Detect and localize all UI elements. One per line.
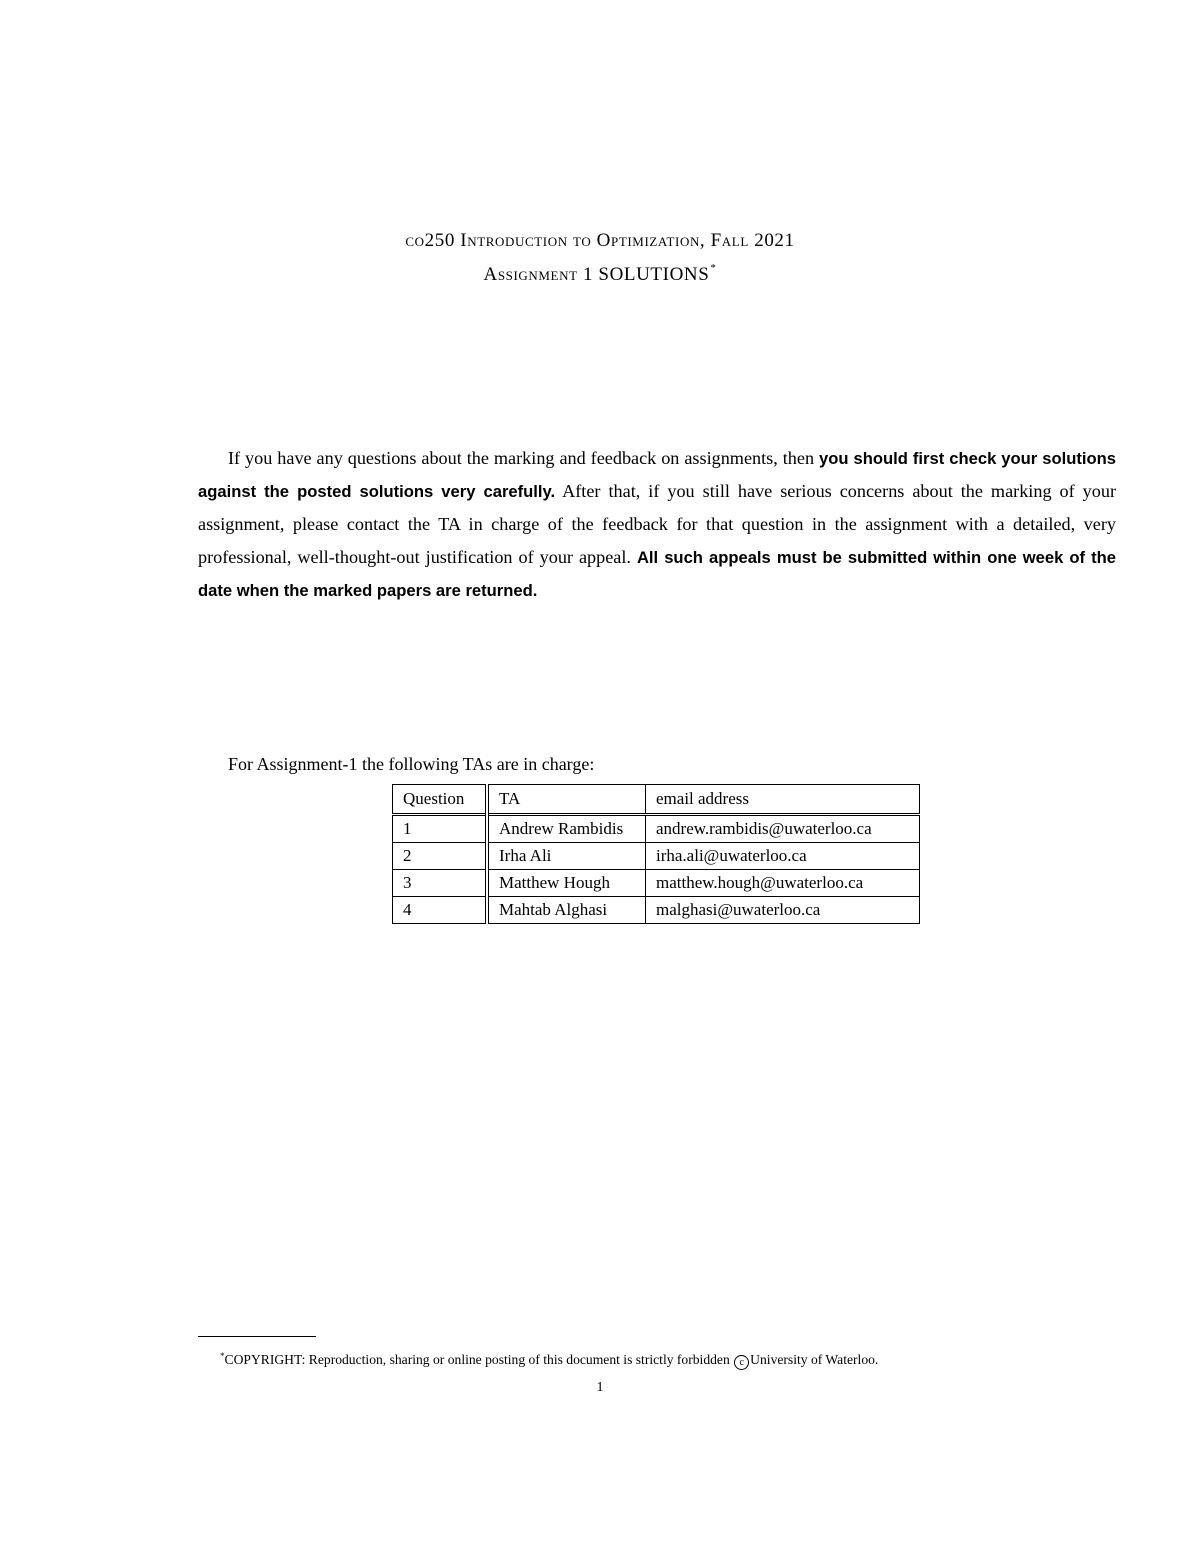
- email-cell: andrew.rambidis@uwaterloo.ca: [646, 815, 920, 843]
- table-header-row: [393, 785, 920, 815]
- notice-part-1: If you have any questions about the marking and feedback on assignments, then: [228, 448, 819, 468]
- question-cell: 4: [393, 897, 488, 924]
- notice-part-4-bold: All such appeals must be submitted within one week of the date when the marked papers are returned.: [198, 548, 1116, 600]
- notice-part-2-bold: you should first check your solutions against the posted solutions very carefully.: [198, 449, 1117, 501]
- notice-part-3: After that, if you still have serious concerns about the marking of your assignment, please contact the TA in charge of the feedback for that question in the assignment with a detailed, very professional, well-thought-out justification of your appeal.: [198, 481, 1116, 567]
- ta-name-cell: Matthew Hough: [487, 870, 646, 897]
- table-row: [393, 815, 920, 843]
- footnote-text-before: COPYRIGHT: Reproduction, sharing or online posting of this document is strictly forbidden: [224, 1352, 734, 1367]
- question-cell: 2: [393, 843, 488, 870]
- footnote-marker: *: [710, 262, 717, 274]
- ta-name-cell: Irha Ali: [487, 843, 646, 870]
- ta-name-cell: Mahtab Alghasi: [487, 897, 646, 924]
- table-row: [393, 843, 920, 870]
- header-email: email address: [646, 785, 920, 815]
- page-number: 1: [596, 1380, 604, 1395]
- ta-name-cell: Andrew Rambidis: [487, 815, 646, 843]
- document-title: co250 Introduction to Optimization, Fall 2021: [405, 230, 795, 251]
- footnote-marker: *: [220, 1351, 225, 1361]
- subtitle-emphasis: SOLUTIONS: [598, 264, 710, 285]
- footnote-text-after: University of Waterloo.: [750, 1352, 879, 1367]
- subtitle-prefix: Assignment 1: [483, 264, 599, 285]
- header-ta: TA: [487, 785, 646, 815]
- email-cell: malghasi@uwaterloo.ca: [646, 897, 920, 924]
- ta-table: [392, 784, 920, 924]
- document-subtitle: [0, 264, 1200, 286]
- table-row: [393, 897, 920, 924]
- question-cell: 3: [393, 870, 488, 897]
- header-question: Question: [393, 785, 488, 815]
- ta-intro-text: For Assignment-1 the following TAs are in charge:: [228, 754, 595, 774]
- copyright-footnote: [220, 1352, 878, 1370]
- email-cell: irha.ali@uwaterloo.ca: [646, 843, 920, 870]
- marking-notice: [198, 442, 1116, 607]
- question-cell: 1: [393, 815, 488, 843]
- email-cell: matthew.hough@uwaterloo.ca: [646, 870, 920, 897]
- table-row: [393, 870, 920, 897]
- footnote-divider: [198, 1336, 316, 1337]
- copyright-icon: c: [734, 1355, 749, 1370]
